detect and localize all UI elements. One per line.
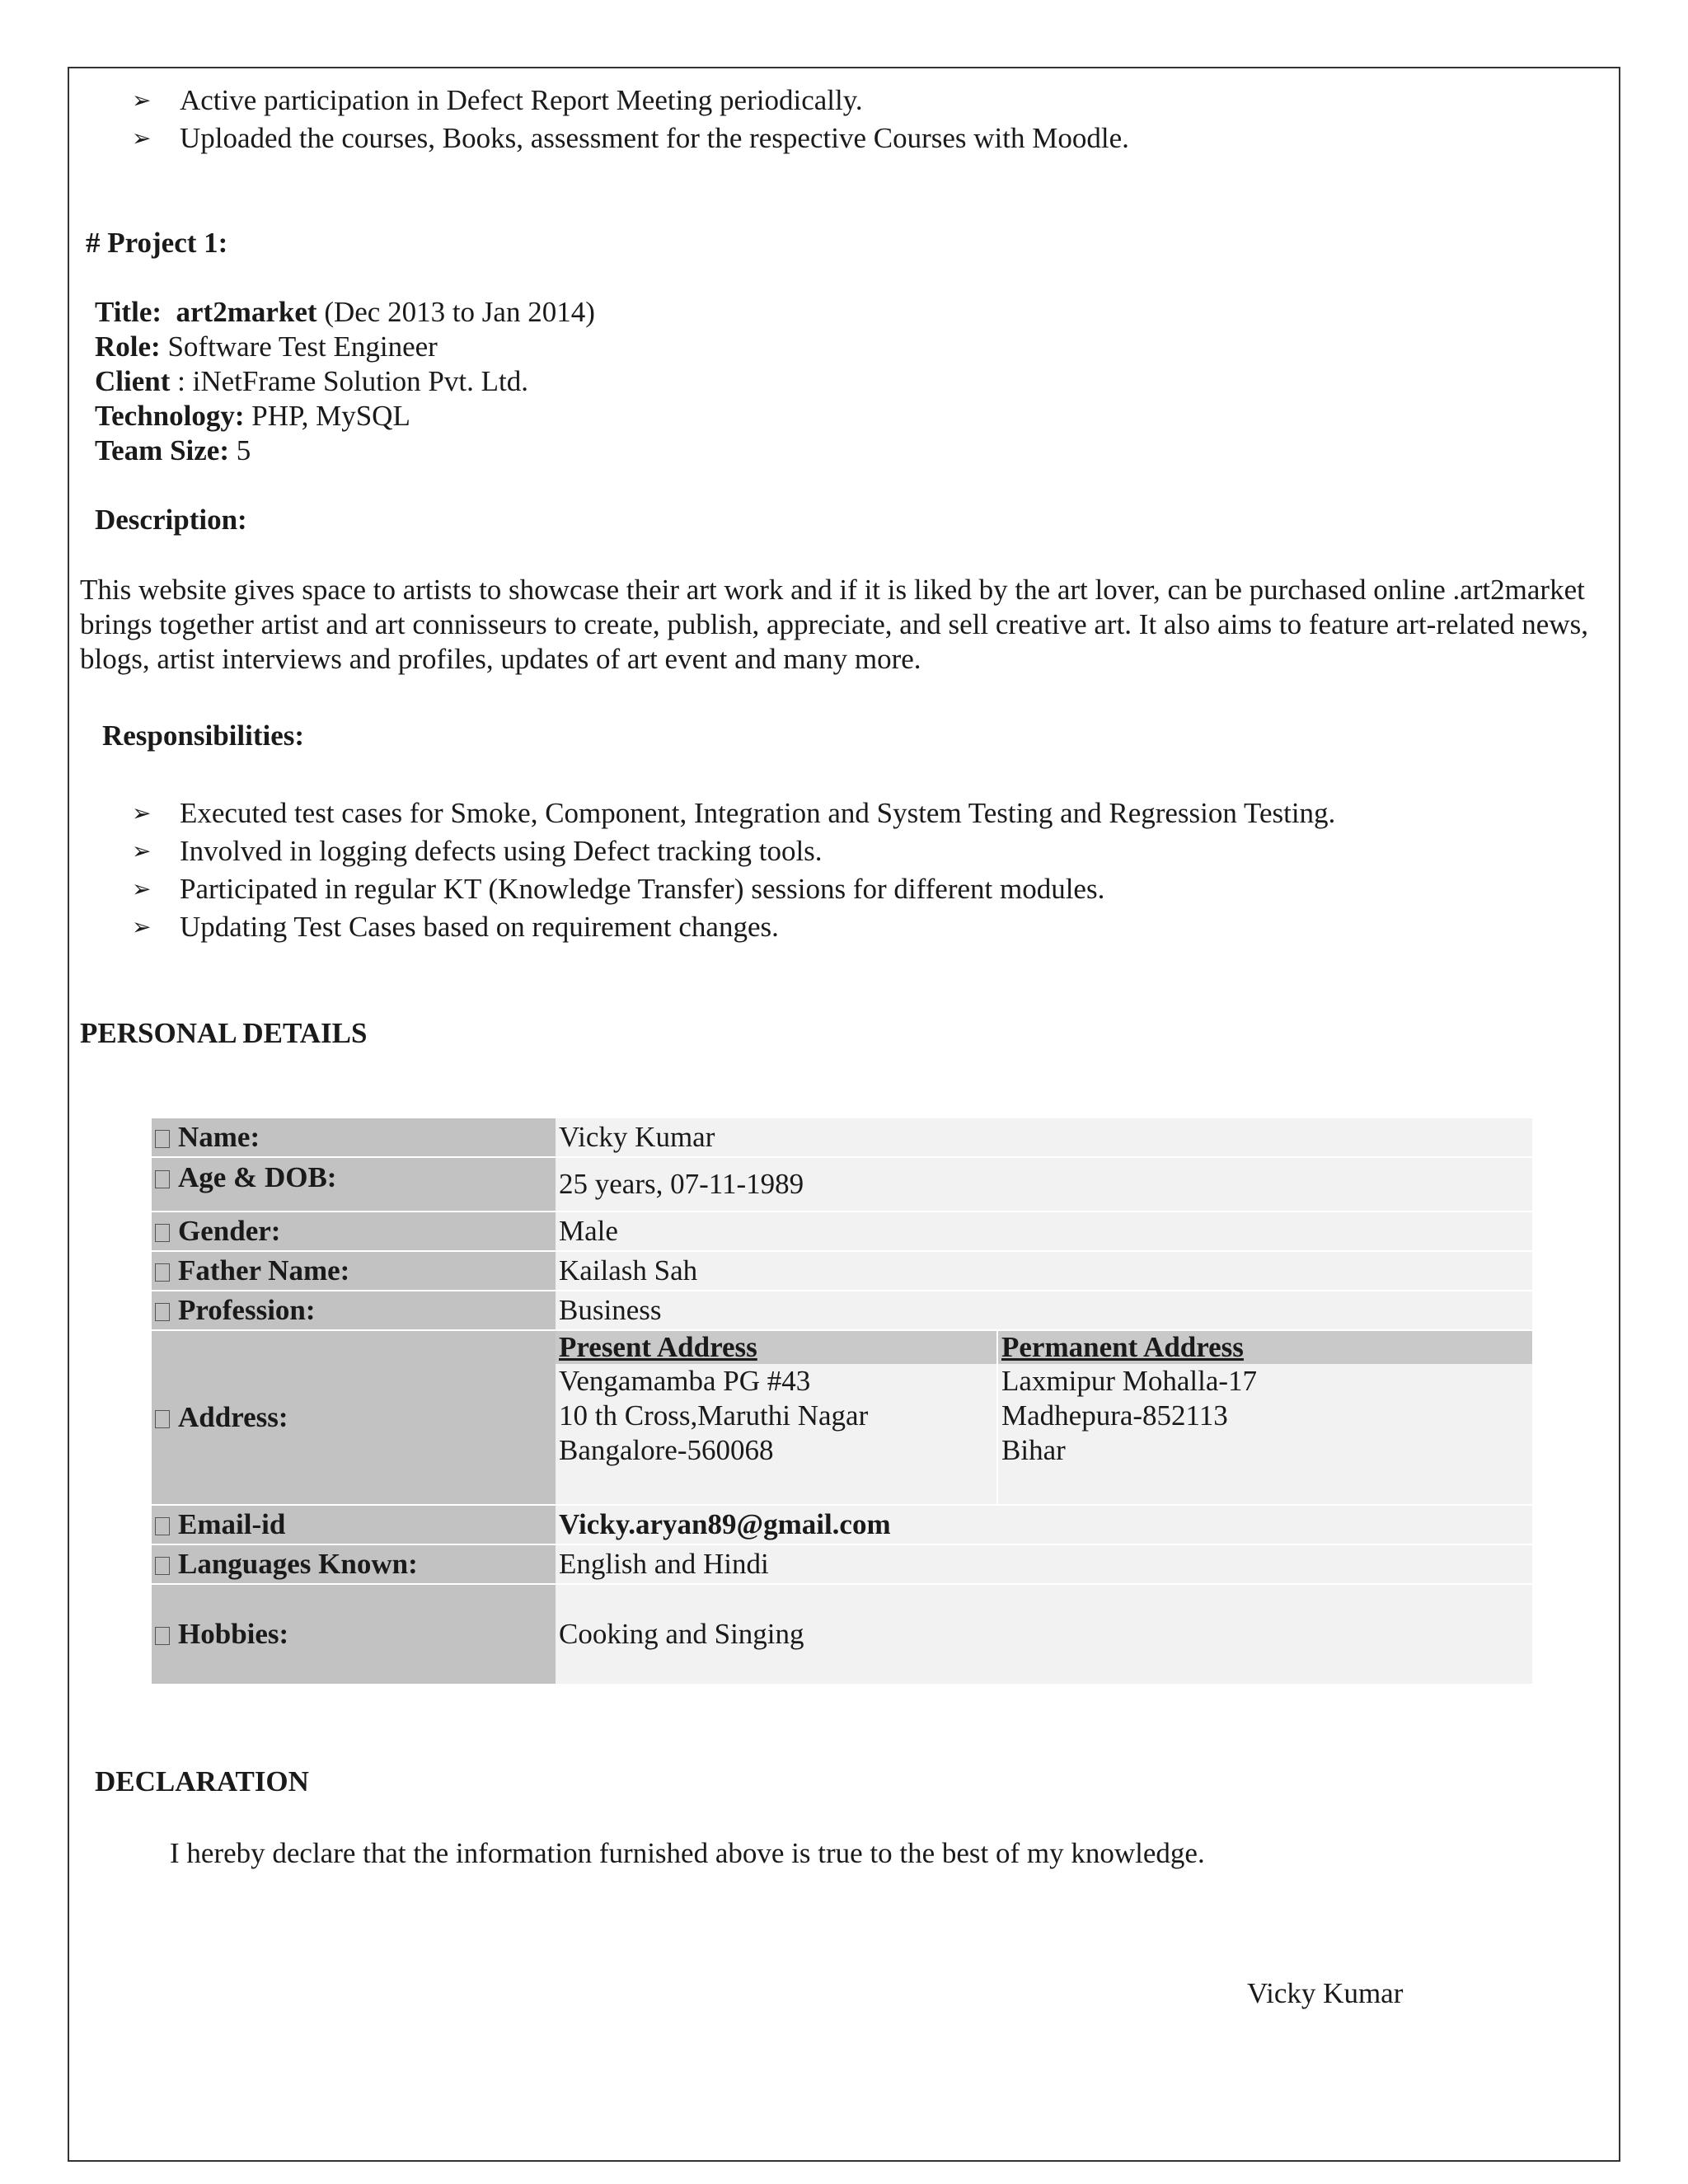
languages-label: Languages Known: — [178, 1548, 418, 1580]
project-heading: # Project 1: — [86, 227, 228, 259]
list-item — [132, 120, 1129, 157]
permanent-address-line: Madhepura-852113 — [1001, 1399, 1228, 1432]
table-row — [152, 1291, 1532, 1329]
gender-label: Gender: — [178, 1215, 281, 1247]
father-label: Father Name: — [178, 1254, 350, 1286]
checkbox-icon — [155, 1130, 170, 1148]
checkbox-icon — [155, 1224, 170, 1242]
table-row — [152, 1545, 1532, 1583]
list-item — [132, 794, 1335, 832]
age-label-cell — [152, 1158, 556, 1211]
title-dates: (Dec 2013 to Jan 2014) — [316, 296, 595, 328]
table-row — [152, 1212, 1532, 1250]
signature-name: Vicky Kumar — [1247, 1977, 1404, 2009]
table-row — [152, 1252, 1532, 1290]
project-technology-line — [95, 399, 410, 434]
email-value: Vicky.aryan89@gmail.com — [556, 1506, 1532, 1544]
responsibilities-heading: Responsibilities: — [102, 719, 305, 752]
checkbox-icon — [155, 1263, 170, 1282]
role-value: Software Test Engineer — [160, 330, 438, 363]
email-label: Email-id — [178, 1508, 286, 1540]
team-label: Team Size: — [95, 434, 229, 466]
present-address-line: 10 th Cross,Maruthi Nagar — [559, 1399, 869, 1432]
hobbies-label: Hobbies: — [178, 1618, 289, 1650]
name-label-cell — [152, 1118, 556, 1156]
arrow-bullet-icon: ➢ — [132, 875, 152, 902]
technology-label: Technology: — [95, 400, 245, 432]
bullet-text: Uploaded the courses, Books, assessment for the respective Courses with Moodle. — [180, 122, 1129, 154]
description-text: This website gives space to artists to showcase their art work and if it is liked by the art lover, can be purchased online .art2market brings together artist and art connisseurs to create, publish, appreciate, and sell creative art. It also aims to feature art-related news, blogs, artist interviews and profiles, updates of art event and many more. — [80, 574, 1588, 675]
address-label-cell — [152, 1331, 556, 1504]
present-address-line: Vengamamba PG #43 — [559, 1365, 811, 1397]
client-label: Client — [95, 365, 171, 397]
arrow-bullet-icon: ➢ — [132, 124, 152, 152]
table-row — [152, 1506, 1532, 1544]
address-grid — [556, 1331, 1532, 1504]
project-title-line — [95, 295, 595, 330]
profession-label: Profession: — [178, 1294, 316, 1326]
hobbies-value: Cooking and Singing — [556, 1585, 1532, 1684]
list-item — [132, 832, 1335, 870]
checkbox-icon — [155, 1517, 170, 1535]
personal-details-heading: PERSONAL DETAILS — [80, 1017, 368, 1049]
name-value: Vicky Kumar — [556, 1118, 1532, 1156]
bullet-text: Executed test cases for Smoke, Component, Integration and System Testing and Regression Testing. — [180, 797, 1336, 829]
arrow-bullet-icon: ➢ — [132, 837, 152, 865]
bullet-text: Updating Test Cases based on requirement changes. — [180, 911, 779, 943]
permanent-address — [997, 1364, 1532, 1504]
list-item — [132, 908, 1335, 946]
checkbox-icon — [155, 1410, 170, 1428]
title-value: art2market — [176, 296, 317, 328]
description-heading: Description: — [95, 504, 247, 536]
languages-label-cell — [152, 1545, 556, 1583]
title-label: Title: — [95, 296, 162, 328]
present-address-line: Bangalore-560068 — [559, 1434, 774, 1466]
checkbox-icon — [155, 1303, 170, 1321]
arrow-bullet-icon: ➢ — [132, 799, 152, 827]
table-row — [152, 1118, 1532, 1156]
age-value: 25 years, 07-11-1989 — [556, 1158, 1532, 1211]
bullet-text: Involved in logging defects using Defect tracking tools. — [180, 835, 823, 867]
project-role-line — [95, 330, 438, 364]
list-item — [132, 870, 1335, 908]
project-client-line — [95, 364, 528, 399]
gender-label-cell — [152, 1212, 556, 1250]
checkbox-icon — [155, 1557, 170, 1575]
responsibilities-list — [132, 794, 1335, 946]
personal-details-table — [152, 1117, 1532, 1685]
client-value: : iNetFrame Solution Pvt. Ltd. — [170, 365, 528, 397]
team-value: 5 — [229, 434, 251, 466]
table-row — [152, 1585, 1532, 1684]
top-bullet-list — [132, 82, 1129, 157]
name-label: Name: — [178, 1121, 260, 1153]
father-value: Kailash Sah — [556, 1252, 1532, 1290]
present-address-heading: Present Address — [556, 1331, 997, 1364]
permanent-address-heading: Permanent Address — [997, 1331, 1532, 1364]
profession-value: Business — [556, 1291, 1532, 1329]
address-value-cell — [556, 1331, 1532, 1504]
table-row — [152, 1158, 1532, 1211]
table-row — [152, 1331, 1532, 1504]
bullet-text: Participated in regular KT (Knowledge Transfer) sessions for different modules. — [180, 873, 1105, 905]
project-team-line — [95, 434, 251, 468]
gender-value: Male — [556, 1212, 1532, 1250]
email-label-cell — [152, 1506, 556, 1544]
present-address — [556, 1364, 997, 1504]
permanent-address-line: Laxmipur Mohalla-17 — [1001, 1365, 1258, 1397]
list-item — [132, 82, 1129, 120]
father-label-cell — [152, 1252, 556, 1290]
profession-label-cell — [152, 1291, 556, 1329]
languages-value: English and Hindi — [556, 1545, 1532, 1583]
arrow-bullet-icon: ➢ — [132, 87, 152, 114]
technology-value: PHP, MySQL — [244, 400, 410, 432]
declaration-heading: DECLARATION — [95, 1765, 309, 1797]
declaration-text: I hereby declare that the information furnished above is true to the best of my knowledge. — [170, 1837, 1205, 1869]
arrow-bullet-icon: ➢ — [132, 913, 152, 940]
hobbies-label-cell — [152, 1585, 556, 1684]
permanent-address-line: Bihar — [1001, 1434, 1066, 1466]
bullet-text: Active participation in Defect Report Meeting periodically. — [180, 84, 863, 116]
checkbox-icon — [155, 1627, 170, 1645]
address-label: Address: — [178, 1401, 288, 1433]
age-label: Age & DOB: — [178, 1161, 337, 1193]
role-label: Role: — [95, 330, 161, 363]
checkbox-icon — [155, 1170, 170, 1188]
